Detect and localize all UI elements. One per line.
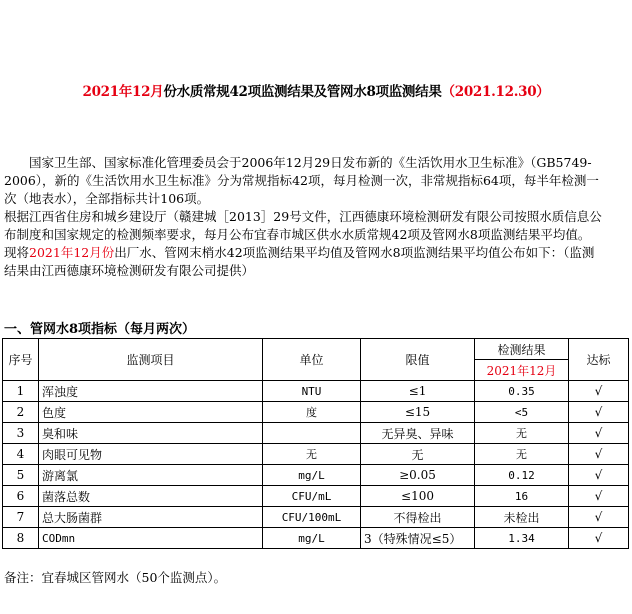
cell-pass: √ (569, 507, 629, 528)
cell-unit: CFU/100mL (263, 507, 361, 528)
table-row (3, 528, 629, 549)
cell-no: 7 (3, 507, 39, 528)
table-row (3, 402, 629, 423)
intro-line-1: 国家卫生部、国家标准化管理委员会于2006年12月29日发布新的《生活饮用水卫生标准》（GB5749- (4, 155, 592, 170)
cell-pass: √ (569, 381, 629, 402)
header-limit: 限值 (361, 339, 475, 381)
header-item: 监测项目 (39, 339, 263, 381)
announce-line-2: 结果由江西德康环境检测研发有限公司提供） (4, 263, 255, 278)
cell-no: 8 (3, 528, 39, 549)
cell-item: 浑浊度 (39, 381, 263, 402)
announce-rest: 出厂水、管网末梢水42项监测结果平均值及管网水8项监测结果平均值公布如下：（监测 (114, 245, 595, 260)
cell-limit: 3（特殊情况≤5） (361, 528, 475, 549)
cell-item: 菌落总数 (39, 486, 263, 507)
cell-limit: 无异臭、异味 (361, 423, 475, 444)
cell-item: CODmn (39, 528, 263, 549)
cell-pass: √ (569, 423, 629, 444)
table-row (3, 465, 629, 486)
table-row (3, 423, 629, 444)
cell-limit: ≤100 (361, 486, 475, 507)
results-table (2, 338, 629, 549)
cell-result: 无 (475, 444, 569, 465)
table-row (3, 486, 629, 507)
cell-no: 4 (3, 444, 39, 465)
title-main: 份水质常规42项监测结果及管网水8项监测结果 (163, 84, 442, 100)
intro-line-2: 2006），新的《生活饮用水卫生标准》分为常规指标42项，每月检测一次，非常规指标64项，每半年检测一 (4, 173, 599, 188)
cell-no: 1 (3, 381, 39, 402)
cell-result: 16 (475, 486, 569, 507)
cell-unit: 度 (263, 402, 361, 423)
cell-result: 未检出 (475, 507, 569, 528)
table-header-row (3, 339, 629, 360)
cell-unit: mg/L (263, 528, 361, 549)
section-title: 一、管网水8项指标（每月两次） (4, 322, 196, 337)
cell-pass: √ (569, 528, 629, 549)
footnote: 备注：宜春城区管网水（50个监测点）。 (4, 570, 227, 585)
cell-item: 肉眼可见物 (39, 444, 263, 465)
title-date: （2021.12.30） (441, 84, 550, 100)
header-result: 检测结果 (475, 339, 569, 360)
cell-unit (263, 423, 361, 444)
announce-prefix: 现将 (4, 245, 30, 260)
cell-result: <5 (475, 402, 569, 423)
cell-unit: CFU/mL (263, 486, 361, 507)
intro-line-3: 次（地表水），全部指标共计106项。 (4, 191, 210, 206)
header-unit: 单位 (263, 339, 361, 381)
announce-line-1 (4, 244, 628, 262)
title-month: 2021年12月 (82, 84, 164, 100)
cell-limit: ≤1 (361, 381, 475, 402)
cell-limit: 不得检出 (361, 507, 475, 528)
cell-no: 5 (3, 465, 39, 486)
cell-unit: NTU (263, 381, 361, 402)
cell-result: 0.35 (475, 381, 569, 402)
cell-pass: √ (569, 444, 629, 465)
cell-item: 色度 (39, 402, 263, 423)
table-row (3, 507, 629, 528)
cell-item: 臭和味 (39, 423, 263, 444)
page-title (0, 80, 632, 100)
cell-pass: √ (569, 465, 629, 486)
cell-no: 3 (3, 423, 39, 444)
cell-item: 游离氯 (39, 465, 263, 486)
intro-paragraph (4, 154, 628, 280)
table-row (3, 381, 629, 402)
cell-pass: √ (569, 402, 629, 423)
cell-no: 6 (3, 486, 39, 507)
announce-month: 2021年12月份 (29, 245, 115, 260)
header-pass: 达标 (569, 339, 629, 381)
cell-item: 总大肠菌群 (39, 507, 263, 528)
cell-result: 无 (475, 423, 569, 444)
table-row (3, 444, 629, 465)
cell-unit: mg/L (263, 465, 361, 486)
cell-limit: ≤15 (361, 402, 475, 423)
cell-limit: 无 (361, 444, 475, 465)
cell-unit: 无 (263, 444, 361, 465)
cell-pass: √ (569, 486, 629, 507)
cell-no: 2 (3, 402, 39, 423)
basis-line-2: 布制度和国家规定的检测频率要求，每月公布宜春市城区供水水质常规42项及管网水8项监测结果平均值。 (4, 227, 591, 242)
basis-line-1: 根据江西省住房和城乡建设厅（赣建城［2013］29号文件，江西德康环境检测研发有限公司按照水质信息公 (4, 209, 602, 224)
header-result-month: 2021年12月 (475, 360, 569, 381)
cell-result: 0.12 (475, 465, 569, 486)
cell-result: 1.34 (475, 528, 569, 549)
cell-limit: ≥0.05 (361, 465, 475, 486)
header-no: 序号 (3, 339, 39, 381)
